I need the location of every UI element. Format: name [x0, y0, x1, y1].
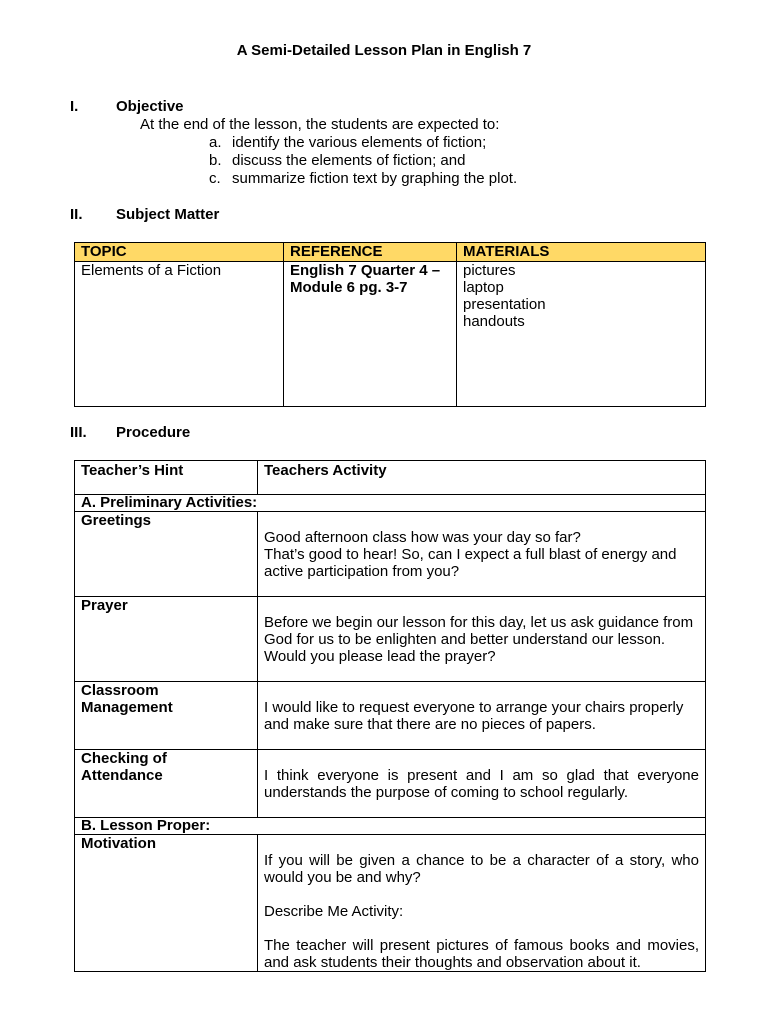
phase-row-preliminary	[75, 495, 706, 512]
objective-text: identify the various elements of fiction;	[232, 134, 487, 151]
spacer	[264, 886, 699, 903]
phase-label: B. Lesson Proper:	[75, 818, 706, 835]
document-title: A Semi-Detailed Lesson Plan in English 7	[236, 42, 532, 59]
hint-cell: Motivation	[75, 835, 258, 972]
material-item: laptop	[463, 279, 504, 296]
subject-matter-table	[74, 242, 706, 407]
activity-cell: I think everyone is present and I am so glad that everyone understands the purpose of coming to school regularly.	[258, 750, 706, 818]
objective-marker: b.	[209, 152, 222, 169]
column-header-reference: REFERENCE	[284, 243, 457, 262]
hint-cell: Classroom Management	[75, 682, 258, 750]
subject-matter-numeral: II.	[70, 206, 83, 223]
subject-matter-header-row	[75, 243, 706, 262]
column-header-hint: Teacher’s Hint	[75, 461, 258, 495]
procedure-row-motivation	[75, 835, 706, 972]
objective-numeral: I.	[70, 98, 79, 115]
subject-matter-heading	[70, 206, 219, 223]
subject-matter-heading-text: Subject Matter	[116, 206, 220, 223]
procedure-heading	[70, 424, 190, 441]
spacer	[264, 920, 699, 937]
objective-heading-text: Objective	[116, 98, 184, 115]
activity-text: That’s good to hear! So, can I expect a full blast of energy and active participation from you?	[264, 546, 677, 580]
material-item: presentation	[463, 296, 546, 313]
objective-marker: c.	[209, 170, 221, 187]
objective-item	[209, 152, 517, 170]
subject-matter-row	[75, 262, 706, 407]
activity-cell: I would like to request everyone to arrange your chairs properly and make sure that there are no pieces of papers.	[258, 682, 706, 750]
procedure-header-row	[75, 461, 706, 495]
objective-text: summarize fiction text by graphing the plot.	[232, 170, 518, 187]
motivation-activity-title: Describe Me Activity:	[264, 903, 404, 920]
procedure-row-prayer	[75, 597, 706, 682]
objective-item	[209, 170, 517, 188]
objective-text: discuss the elements of fiction; and	[232, 152, 466, 169]
activity-cell	[258, 835, 706, 972]
hint-cell: Greetings	[75, 512, 258, 597]
activity-cell	[258, 512, 706, 597]
procedure-table	[74, 460, 706, 972]
topic-cell: Elements of a Fiction	[75, 262, 284, 407]
motivation-question: If you will be given a chance to be a character of a story, who would you be and why?	[264, 852, 699, 886]
objective-heading	[70, 98, 184, 115]
objective-item	[209, 134, 517, 152]
column-header-topic: TOPIC	[75, 243, 284, 262]
column-header-activity: Teachers Activity	[258, 461, 706, 495]
procedure-row-classroom-management	[75, 682, 706, 750]
procedure-row-greetings	[75, 512, 706, 597]
objective-intro: At the end of the lesson, the students are expected to:	[140, 116, 500, 133]
hint-cell: Checking of Attendance	[75, 750, 258, 818]
motivation-description: The teacher will present pictures of famous books and movies, and ask students their thoughts and observation about it.	[264, 937, 699, 971]
material-item: handouts	[463, 313, 525, 330]
objective-marker: a.	[209, 134, 222, 151]
hint-cell: Prayer	[75, 597, 258, 682]
activity-text: Good afternoon class how was your day so far?	[264, 529, 581, 546]
phase-row-lesson-proper	[75, 818, 706, 835]
materials-cell	[457, 262, 706, 407]
objective-list	[209, 134, 517, 188]
activity-cell: Before we begin our lesson for this day, let us ask guidance from God for us to be enlighten and better understand our lesson. Would you please lead the prayer?	[258, 597, 706, 682]
procedure-numeral: III.	[70, 424, 87, 441]
phase-label: A. Preliminary Activities:	[75, 495, 706, 512]
procedure-heading-text: Procedure	[116, 424, 191, 441]
reference-cell: English 7 Quarter 4 – Module 6 pg. 3-7	[284, 262, 457, 407]
material-item: pictures	[463, 262, 516, 279]
column-header-materials: MATERIALS	[457, 243, 706, 262]
procedure-row-attendance	[75, 750, 706, 818]
